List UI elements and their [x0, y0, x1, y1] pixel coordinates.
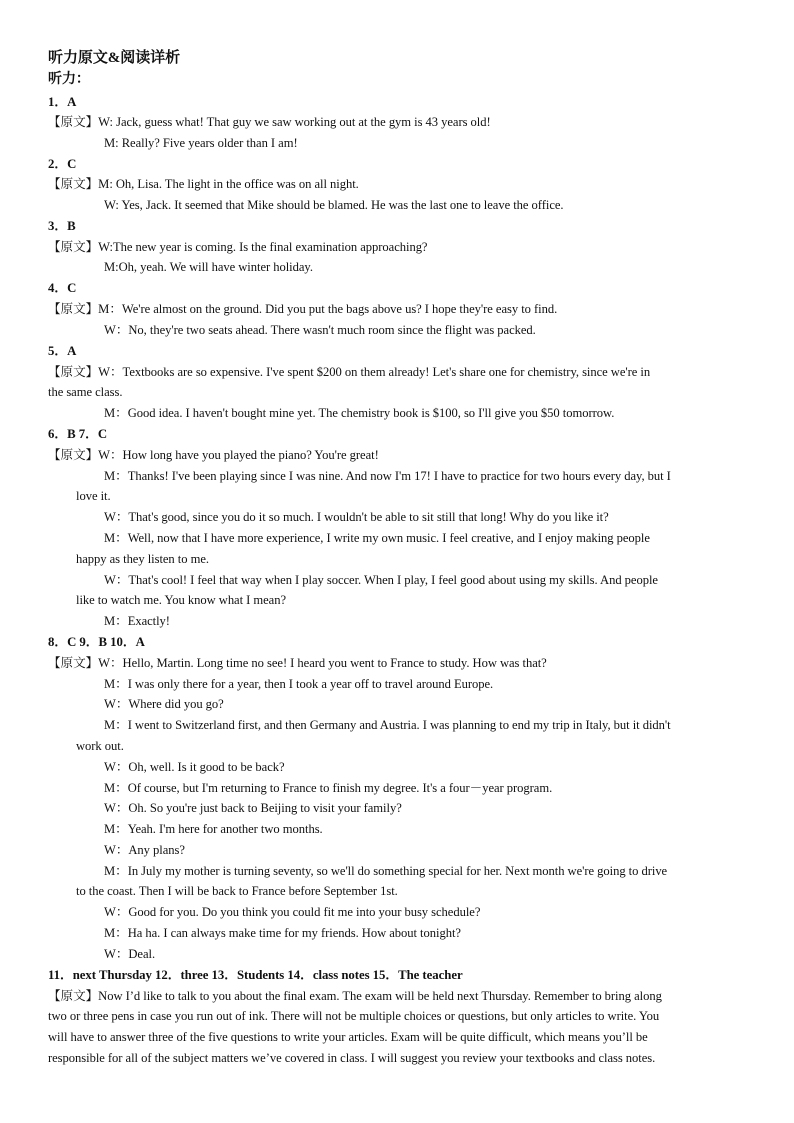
- transcript-line: work out.: [76, 739, 124, 753]
- transcript-line: M:Oh, yeah. We will have winter holiday.: [104, 260, 313, 274]
- transcript-line: M：Thanks! I've been playing since I was nine. And now I'm 17! I have to practice for two hours every day, but I: [104, 469, 671, 483]
- transcript-line: M：Exactly!: [104, 614, 170, 628]
- page-title: 听力原文&阅读详析: [48, 50, 181, 66]
- transcript-line: W：Deal.: [104, 947, 156, 961]
- transcript-line: will have to answer three of the five questions to write your articles. Exam will be quite difficult, which means you’ll be: [48, 1030, 648, 1044]
- answer-line: 3．B: [48, 219, 76, 233]
- transcript-line: W：That's cool! I feel that way when I play soccer. When I play, I feel good about using my skills. And people: [104, 573, 658, 587]
- transcript-line: W: Yes, Jack. It seemed that Mike should be blamed. He was the last one to leave the office.: [104, 198, 564, 212]
- answer-line: 11．next Thursday 12．three 13．Students 14．class notes 15．The teacher: [48, 968, 463, 982]
- transcript-line: M：Well, now that I have more experience, I write my own music. I feel creative, and I enjoy making people: [104, 531, 650, 545]
- answer-line: 1．A: [48, 95, 77, 109]
- transcript-line: 【原文】W：How long have you played the piano? You're great!: [48, 448, 379, 462]
- transcript-line: 【原文】Now I’d like to talk to you about the final exam. The exam will be held next Thursday. Remember to bring along: [48, 989, 662, 1003]
- transcript-line: 【原文】M：We're almost on the ground. Did you put the bags above us? I hope they're easy to find.: [48, 302, 558, 316]
- transcript-line: to the coast. Then I will be back to France before September 1st.: [76, 884, 398, 898]
- transcript-line: happy as they listen to me.: [76, 552, 209, 566]
- transcript-line: responsible for all of the subject matters we’ve covered in class. I will suggest you review your textbooks and class notes.: [48, 1051, 656, 1065]
- transcript-line: W：Good for you. Do you think you could fit me into your busy schedule?: [104, 905, 481, 919]
- transcript-line: the same class.: [48, 385, 123, 399]
- transcript-line: W：That's good, since you do it so much. I wouldn't be able to sit still that long! Why do you like it?: [104, 510, 609, 524]
- section-heading: 听力：: [48, 72, 90, 87]
- answer-line: 2．C: [48, 157, 77, 171]
- transcript-line: M：Yeah. I'm here for another two months.: [104, 822, 323, 836]
- transcript-line: W：Oh. So you're just back to Beijing to visit your family?: [104, 801, 402, 815]
- transcript-line: M：Good idea. I haven't bought mine yet. The chemistry book is $100, so I'll give you $50 tomorrow.: [104, 406, 615, 420]
- answer-line: 6．B 7．C: [48, 427, 108, 441]
- transcript-line: love it.: [76, 489, 111, 503]
- answer-line: 5．A: [48, 344, 77, 358]
- answer-line: 8．C 9．B 10．A: [48, 635, 145, 649]
- transcript-line: M：I went to Switzerland first, and then Germany and Austria. I was planning to end my trip in Italy, but it didn't: [104, 718, 671, 732]
- transcript-line: 【原文】W：Textbooks are so expensive. I've spent $200 on them already! Let's share one for chemistry, since we're in: [48, 365, 651, 379]
- transcript-line: W：Oh, well. Is it good to be back?: [104, 760, 285, 774]
- transcript-line: W：No, they're two seats ahead. There wasn't much room since the flight was packed.: [104, 323, 536, 337]
- transcript-line: W：Any plans?: [104, 843, 185, 857]
- transcript-line: M：In July my mother is turning seventy, so we'll do something special for her. Next month we're going to drive: [104, 864, 668, 878]
- transcript-line: like to watch me. You know what I mean?: [76, 593, 287, 607]
- transcript-line: 【原文】W：Hello, Martin. Long time no see! I heard you went to France to study. How was that?: [48, 656, 547, 670]
- transcript-line: 【原文】W: Jack, guess what! That guy we saw working out at the gym is 43 years old!: [48, 115, 491, 129]
- transcript-line: two or three pens in case you run out of ink. There will not be multiple choices or questions, but only articles to write. You: [48, 1009, 660, 1023]
- transcript-line: W：Where did you go?: [104, 697, 224, 711]
- answer-line: 4．C: [48, 281, 77, 295]
- transcript-line: M：I was only there for a year, then I took a year off to travel around Europe.: [104, 677, 494, 691]
- transcript-line: 【原文】M: Oh, Lisa. The light in the office was on all night.: [48, 177, 359, 191]
- transcript-line: M：Ha ha. I can always make time for my friends. How about tonight?: [104, 926, 461, 940]
- transcript-line: M：Of course, but I'm returning to France to finish my degree. It's a four－year program.: [104, 781, 553, 795]
- transcript-line: M: Really? Five years older than I am!: [104, 136, 298, 150]
- transcript-line: 【原文】W:The new year is coming. Is the final examination approaching?: [48, 240, 428, 254]
